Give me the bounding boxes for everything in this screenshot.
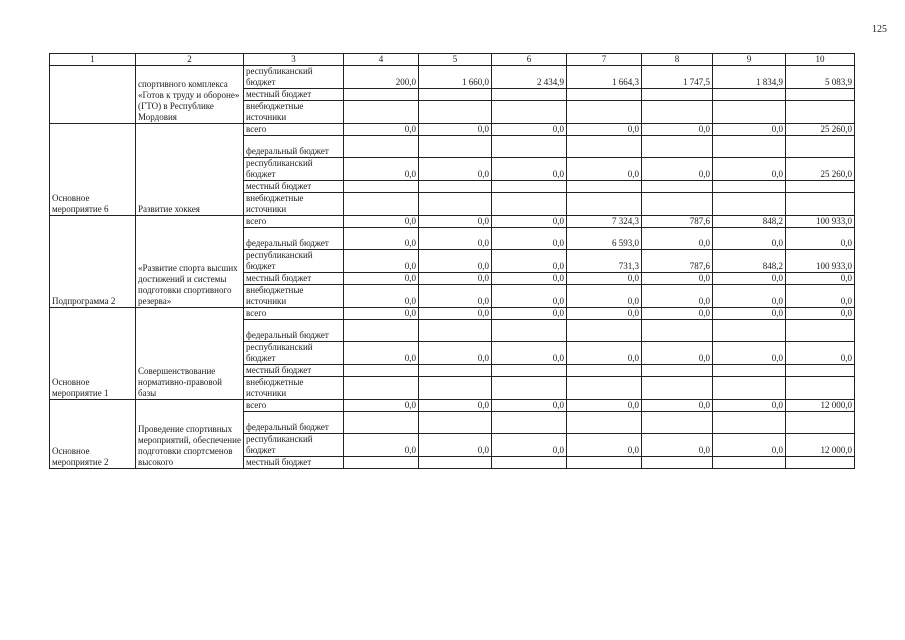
value-cell — [567, 193, 642, 216]
value-cell: 0,0 — [344, 285, 419, 308]
table-body — [50, 66, 855, 469]
value-cell — [492, 365, 567, 377]
column-header: 10 — [786, 54, 855, 66]
value-cell: 0,0 — [344, 434, 419, 457]
value-cell: 25 260,0 — [786, 124, 855, 136]
value-cell — [713, 412, 786, 434]
funding-source: местный бюджет — [244, 365, 344, 377]
column-header: 1 — [50, 54, 136, 66]
value-cell — [642, 320, 713, 342]
funding-source: республиканский бюджет — [244, 66, 344, 89]
column-header: 8 — [642, 54, 713, 66]
value-cell — [492, 181, 567, 193]
column-header: 9 — [713, 54, 786, 66]
value-cell: 0,0 — [567, 308, 642, 320]
value-cell: 731,3 — [567, 250, 642, 273]
value-cell: 1 664,3 — [567, 66, 642, 89]
value-cell: 0,0 — [786, 342, 855, 365]
value-cell — [786, 457, 855, 469]
value-cell — [567, 181, 642, 193]
value-cell: 0,0 — [344, 273, 419, 285]
column-header: 2 — [136, 54, 244, 66]
value-cell — [344, 181, 419, 193]
value-cell — [713, 457, 786, 469]
value-cell — [492, 101, 567, 124]
value-cell — [492, 136, 567, 158]
table-row — [50, 308, 855, 320]
funding-source: всего — [244, 400, 344, 412]
value-cell: 0,0 — [344, 250, 419, 273]
value-cell: 0,0 — [642, 285, 713, 308]
table-row — [50, 400, 855, 412]
value-cell: 0,0 — [492, 216, 567, 228]
value-cell: 0,0 — [492, 285, 567, 308]
value-cell — [786, 377, 855, 400]
value-cell — [419, 136, 492, 158]
value-cell — [786, 136, 855, 158]
value-cell: 0,0 — [419, 285, 492, 308]
funding-source: местный бюджет — [244, 181, 344, 193]
value-cell: 100 933,0 — [786, 250, 855, 273]
value-cell: 0,0 — [713, 124, 786, 136]
value-cell: 100 933,0 — [786, 216, 855, 228]
value-cell: 0,0 — [642, 228, 713, 250]
value-cell: 0,0 — [642, 158, 713, 181]
value-cell — [567, 89, 642, 101]
value-cell — [713, 89, 786, 101]
value-cell: 0,0 — [786, 308, 855, 320]
value-cell — [786, 181, 855, 193]
value-cell — [419, 89, 492, 101]
table-row — [50, 66, 855, 89]
value-cell — [567, 136, 642, 158]
value-cell — [642, 193, 713, 216]
value-cell: 0,0 — [713, 308, 786, 320]
value-cell — [713, 136, 786, 158]
value-cell: 200,0 — [344, 66, 419, 89]
value-cell: 0,0 — [567, 158, 642, 181]
value-cell — [344, 89, 419, 101]
funding-source: внебюджетные источники — [244, 377, 344, 400]
value-cell: 0,0 — [419, 228, 492, 250]
value-cell: 1 660,0 — [419, 66, 492, 89]
funding-source: всего — [244, 308, 344, 320]
value-cell: 0,0 — [713, 342, 786, 365]
value-cell: 0,0 — [567, 124, 642, 136]
value-cell: 0,0 — [344, 342, 419, 365]
value-cell: 0,0 — [713, 228, 786, 250]
funding-source: республиканский бюджет — [244, 158, 344, 181]
value-cell — [419, 181, 492, 193]
value-cell: 0,0 — [492, 228, 567, 250]
program-name: Основное мероприятие 1 — [50, 308, 136, 400]
budget-table — [49, 53, 855, 469]
value-cell: 0,0 — [492, 342, 567, 365]
value-cell: 0,0 — [642, 400, 713, 412]
value-cell: 848,2 — [713, 216, 786, 228]
value-cell: 2 434,9 — [492, 66, 567, 89]
column-header: 6 — [492, 54, 567, 66]
value-cell: 0,0 — [713, 400, 786, 412]
column-header: 5 — [419, 54, 492, 66]
program-name: Подпрограмма 2 — [50, 216, 136, 308]
value-cell — [786, 101, 855, 124]
funding-source: местный бюджет — [244, 457, 344, 469]
value-cell — [786, 193, 855, 216]
value-cell — [642, 457, 713, 469]
value-cell: 0,0 — [419, 400, 492, 412]
funding-source: республиканский бюджет — [244, 342, 344, 365]
funding-source: федеральный бюджет — [244, 228, 344, 250]
program-description: Проведение спортивных мероприятий, обеспечение подготовки спортсменов высокого — [136, 400, 244, 469]
value-cell: 0,0 — [419, 216, 492, 228]
funding-source: внебюджетные источники — [244, 101, 344, 124]
value-cell: 0,0 — [786, 273, 855, 285]
value-cell — [492, 457, 567, 469]
value-cell — [492, 377, 567, 400]
value-cell: 0,0 — [642, 434, 713, 457]
value-cell — [713, 365, 786, 377]
value-cell: 12 000,0 — [786, 434, 855, 457]
funding-source: местный бюджет — [244, 273, 344, 285]
value-cell — [492, 412, 567, 434]
value-cell — [713, 181, 786, 193]
funding-source: федеральный бюджет — [244, 136, 344, 158]
value-cell: 0,0 — [786, 285, 855, 308]
value-cell: 0,0 — [567, 342, 642, 365]
column-header: 3 — [244, 54, 344, 66]
value-cell: 25 260,0 — [786, 158, 855, 181]
value-cell — [344, 136, 419, 158]
value-cell — [786, 89, 855, 101]
program-description: Развитие хоккея — [136, 124, 244, 216]
value-cell — [344, 457, 419, 469]
value-cell — [344, 320, 419, 342]
column-header: 7 — [567, 54, 642, 66]
program-name — [50, 66, 136, 124]
funding-source: республиканский бюджет — [244, 434, 344, 457]
value-cell: 12 000,0 — [786, 400, 855, 412]
value-cell: 0,0 — [642, 342, 713, 365]
value-cell: 0,0 — [642, 273, 713, 285]
table-row — [50, 216, 855, 228]
funding-source: местный бюджет — [244, 89, 344, 101]
value-cell: 0,0 — [419, 342, 492, 365]
value-cell — [786, 320, 855, 342]
value-cell: 0,0 — [642, 124, 713, 136]
program-name: Основное мероприятие 2 — [50, 400, 136, 469]
value-cell: 0,0 — [713, 285, 786, 308]
value-cell: 0,0 — [419, 273, 492, 285]
program-description: спортивного комплекса «Готов к труду и обороне» (ГТО) в Республике Мордовия — [136, 66, 244, 124]
value-cell: 0,0 — [713, 158, 786, 181]
funding-source: федеральный бюджет — [244, 412, 344, 434]
value-cell: 787,6 — [642, 250, 713, 273]
value-cell — [492, 89, 567, 101]
funding-source: федеральный бюджет — [244, 320, 344, 342]
value-cell — [567, 320, 642, 342]
value-cell: 0,0 — [786, 228, 855, 250]
value-cell: 0,0 — [344, 158, 419, 181]
value-cell — [492, 193, 567, 216]
value-cell: 848,2 — [713, 250, 786, 273]
column-header: 4 — [344, 54, 419, 66]
value-cell: 0,0 — [492, 250, 567, 273]
value-cell: 0,0 — [419, 434, 492, 457]
value-cell: 0,0 — [492, 124, 567, 136]
value-cell — [642, 365, 713, 377]
header-row — [50, 54, 855, 66]
value-cell: 0,0 — [419, 308, 492, 320]
value-cell — [713, 101, 786, 124]
value-cell: 0,0 — [492, 158, 567, 181]
table-row — [50, 124, 855, 136]
funding-source: всего — [244, 216, 344, 228]
value-cell — [419, 193, 492, 216]
value-cell: 6 593,0 — [567, 228, 642, 250]
value-cell — [419, 320, 492, 342]
value-cell: 0,0 — [344, 228, 419, 250]
value-cell: 0,0 — [642, 308, 713, 320]
value-cell: 0,0 — [419, 124, 492, 136]
value-cell: 7 324,3 — [567, 216, 642, 228]
value-cell — [419, 101, 492, 124]
value-cell: 0,0 — [713, 273, 786, 285]
value-cell: 0,0 — [567, 285, 642, 308]
value-cell — [344, 101, 419, 124]
value-cell — [419, 377, 492, 400]
page-number: 125 — [872, 24, 887, 35]
funding-source: внебюджетные источники — [244, 285, 344, 308]
value-cell: 0,0 — [344, 400, 419, 412]
value-cell — [642, 181, 713, 193]
value-cell — [642, 377, 713, 400]
value-cell — [492, 320, 567, 342]
value-cell: 0,0 — [419, 250, 492, 273]
value-cell: 0,0 — [492, 434, 567, 457]
value-cell: 0,0 — [344, 124, 419, 136]
value-cell: 787,6 — [642, 216, 713, 228]
value-cell: 0,0 — [492, 273, 567, 285]
value-cell — [642, 412, 713, 434]
value-cell: 5 083,9 — [786, 66, 855, 89]
value-cell — [344, 377, 419, 400]
value-cell: 1 834,9 — [713, 66, 786, 89]
value-cell — [642, 101, 713, 124]
value-cell: 0,0 — [567, 273, 642, 285]
value-cell — [786, 412, 855, 434]
program-description: Совершенствование нормативно-правовой базы — [136, 308, 244, 400]
value-cell: 0,0 — [344, 216, 419, 228]
value-cell — [713, 377, 786, 400]
funding-source: республиканский бюджет — [244, 250, 344, 273]
value-cell — [567, 457, 642, 469]
value-cell: 0,0 — [492, 400, 567, 412]
value-cell — [419, 412, 492, 434]
value-cell — [567, 377, 642, 400]
value-cell — [642, 89, 713, 101]
value-cell — [713, 193, 786, 216]
value-cell: 0,0 — [344, 308, 419, 320]
value-cell — [344, 365, 419, 377]
value-cell — [344, 193, 419, 216]
value-cell — [642, 136, 713, 158]
funding-source: всего — [244, 124, 344, 136]
value-cell — [419, 365, 492, 377]
program-name: Основное мероприятие 6 — [50, 124, 136, 216]
program-description: «Развитие спорта высших достижений и системы подготовки спортивного резерва» — [136, 216, 244, 308]
value-cell: 1 747,5 — [642, 66, 713, 89]
value-cell — [567, 101, 642, 124]
value-cell — [567, 365, 642, 377]
value-cell — [344, 412, 419, 434]
funding-source: внебюджетные источники — [244, 193, 344, 216]
value-cell: 0,0 — [492, 308, 567, 320]
value-cell: 0,0 — [713, 434, 786, 457]
value-cell: 0,0 — [419, 158, 492, 181]
value-cell: 0,0 — [567, 434, 642, 457]
value-cell — [567, 412, 642, 434]
value-cell — [786, 365, 855, 377]
value-cell — [419, 457, 492, 469]
value-cell: 0,0 — [567, 400, 642, 412]
value-cell — [713, 320, 786, 342]
